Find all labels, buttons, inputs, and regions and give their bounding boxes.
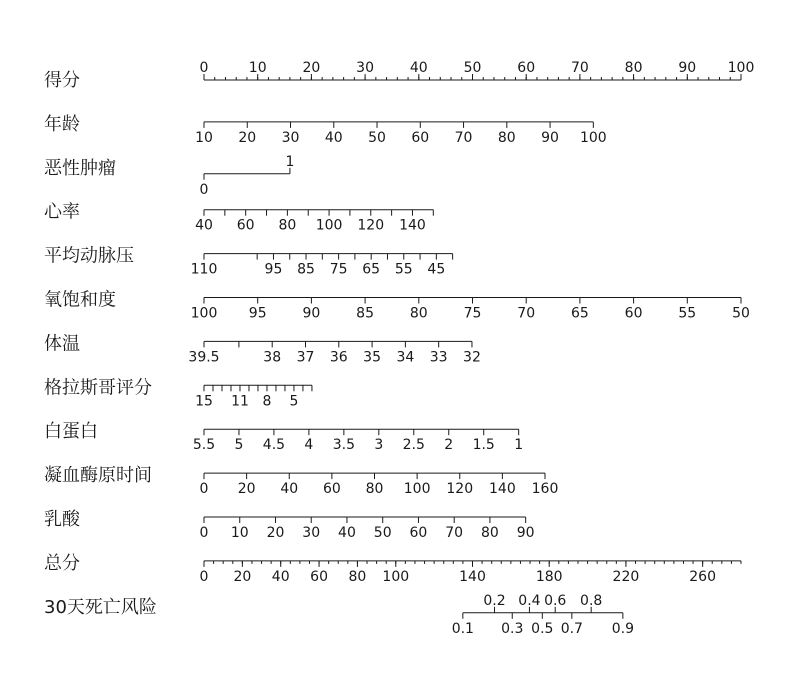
tick-label: 39.5 [188, 349, 220, 366]
tick-label: 110 [190, 261, 218, 278]
nomogram-row [44, 377, 312, 409]
tick-label: 15 [195, 393, 213, 410]
tick-label: 32 [463, 349, 481, 366]
tick-label: 70 [517, 305, 536, 322]
tick-label: 30 [356, 60, 375, 76]
tick-label: 100 [403, 481, 431, 498]
tick-label: 60 [322, 481, 341, 498]
row-label: 恶性肿瘤 [44, 157, 116, 179]
tick-label: 10 [248, 60, 267, 76]
tick-label: 0.6 [544, 592, 567, 609]
tick-label: 55 [394, 261, 413, 278]
tick-label: 34 [396, 349, 415, 366]
tick-label: 5 [289, 393, 299, 410]
tick-label: 65 [362, 261, 381, 278]
tick-label: 0 [199, 525, 209, 541]
tick-label: 30 [302, 525, 321, 541]
nomogram-row [44, 154, 294, 198]
tick-label: 60 [517, 60, 536, 76]
tick-label: 1.5 [472, 437, 495, 454]
tick-label: 50 [463, 60, 482, 76]
tick-label: 80 [497, 129, 516, 146]
tick-label: 3 [374, 437, 384, 454]
tick-label: 180 [535, 568, 563, 585]
row-label: 格拉斯哥评分 [44, 377, 152, 399]
tick-label: 35 [363, 349, 381, 366]
tick-label: 36 [329, 349, 348, 366]
tick-label: 0 [199, 181, 209, 198]
tick-label: 50 [368, 129, 386, 146]
tick-label: 80 [365, 481, 384, 498]
tick-label: 0.1 [451, 620, 474, 637]
nomogram-row [44, 509, 535, 541]
tick-label: 65 [570, 305, 589, 322]
tick-label: 80 [481, 525, 499, 541]
tick-label: 120 [357, 217, 385, 234]
row-label: 平均动脉压 [44, 245, 134, 267]
tick-label: 38 [263, 349, 282, 366]
tick-label: 80 [409, 305, 428, 322]
tick-label: 20 [237, 481, 256, 498]
tick-label: 0.4 [518, 592, 541, 609]
tick-label: 40 [338, 525, 356, 541]
tick-label: 80 [348, 568, 367, 585]
tick-label: 100 [190, 305, 218, 322]
nomogram-row [44, 465, 558, 497]
nomogram-row [44, 553, 741, 585]
tick-label: 70 [454, 129, 473, 146]
tick-label: 160 [531, 481, 559, 498]
nomogram-row [44, 290, 750, 322]
tick-label: 8 [262, 393, 272, 410]
nomogram-row [44, 113, 607, 146]
tick-label: 50 [373, 525, 392, 541]
tick-label: 55 [678, 305, 697, 322]
tick-label: 20 [266, 525, 285, 541]
tick-label: 70 [570, 60, 589, 76]
tick-label: 1 [514, 437, 524, 454]
row-label: 得分 [44, 70, 80, 91]
tick-label: 0 [199, 60, 209, 76]
nomogram-row [44, 593, 634, 637]
row-label: 30天死亡风险 [44, 596, 157, 618]
tick-label: 95 [264, 261, 283, 278]
tick-label: 140 [489, 481, 516, 498]
tick-label: 85 [356, 305, 375, 322]
nomogram-row [44, 246, 453, 278]
tick-label: 40 [195, 217, 213, 234]
tick-label: 10 [230, 525, 249, 541]
tick-label: 60 [411, 129, 430, 146]
tick-label: 2 [444, 437, 454, 454]
row-label: 凝血酶原时间 [44, 465, 152, 487]
tick-label: 70 [445, 525, 464, 541]
tick-label: 90 [678, 60, 697, 76]
tick-label: 260 [689, 568, 717, 585]
tick-label: 5.5 [192, 437, 216, 454]
tick-label: 75 [329, 261, 348, 278]
tick-label: 40 [271, 568, 290, 585]
row-label: 乳酸 [44, 509, 80, 530]
tick-label: 100 [315, 217, 343, 234]
tick-label: 0.2 [483, 592, 506, 609]
tick-label: 100 [727, 60, 755, 76]
tick-label: 140 [399, 217, 426, 234]
row-label: 体温 [44, 333, 80, 355]
tick-label: 0 [199, 568, 209, 585]
tick-label: 20 [233, 568, 252, 585]
tick-label: 3.5 [332, 437, 355, 454]
tick-label: 60 [409, 525, 428, 541]
tick-label: 40 [324, 129, 343, 146]
tick-label: 30 [281, 129, 300, 146]
tick-label: 140 [459, 568, 486, 585]
tick-label: 5 [234, 437, 244, 454]
nomogram-row [44, 421, 523, 453]
tick-label: 11 [231, 393, 249, 410]
tick-label: 90 [541, 129, 559, 146]
tick-label: 60 [624, 305, 643, 322]
tick-label: 80 [278, 217, 297, 234]
tick-label: 120 [446, 481, 474, 498]
row-label: 白蛋白 [44, 421, 98, 443]
tick-label: 60 [310, 568, 328, 585]
tick-label: 20 [302, 60, 321, 76]
nomogram-row [44, 60, 754, 91]
tick-label: 0.3 [501, 620, 524, 637]
tick-label: 90 [516, 525, 535, 541]
tick-label: 33 [429, 349, 448, 366]
tick-label: 2.5 [402, 437, 425, 454]
tick-label: 40 [409, 60, 428, 76]
tick-label: 85 [297, 261, 315, 278]
tick-label: 0.7 [560, 620, 583, 637]
nomogram-row [44, 202, 433, 234]
row-label: 总分 [44, 552, 80, 574]
tick-label: 10 [195, 129, 213, 146]
tick-label: 4.5 [262, 437, 286, 454]
tick-label: 40 [280, 481, 299, 498]
tick-label: 0.8 [580, 592, 603, 609]
tick-label: 45 [427, 261, 446, 278]
tick-label: 50 [732, 305, 750, 322]
tick-label: 220 [612, 568, 640, 585]
tick-label: 20 [238, 129, 257, 146]
tick-label: 60 [236, 217, 255, 234]
tick-label: 95 [248, 305, 267, 322]
tick-label: 100 [382, 568, 410, 585]
row-label: 氧饱和度 [44, 289, 116, 311]
tick-label: 0 [199, 481, 209, 498]
tick-label: 1 [285, 153, 295, 170]
tick-label: 90 [302, 305, 321, 322]
tick-label: 4 [304, 437, 314, 454]
row-label: 年龄 [44, 113, 80, 135]
tick-label: 0.9 [611, 620, 634, 637]
nomogram-row [44, 333, 481, 365]
tick-label: 0.5 [531, 620, 554, 637]
tick-label: 80 [624, 60, 643, 76]
tick-label: 37 [296, 349, 315, 366]
row-label: 心率 [44, 201, 80, 223]
tick-label: 100 [579, 129, 607, 146]
tick-label: 75 [463, 305, 482, 322]
